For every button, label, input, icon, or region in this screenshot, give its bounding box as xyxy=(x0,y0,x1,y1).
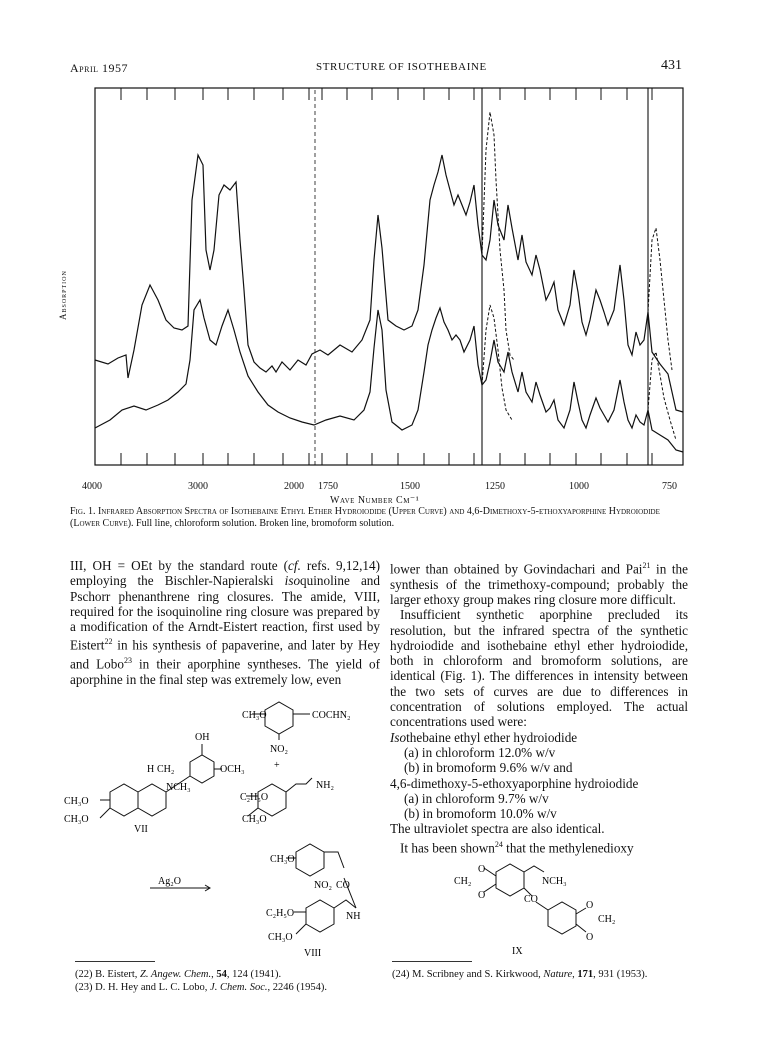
text-run: (24) M. Scribney and S. Kirkwood, xyxy=(392,969,544,980)
text-run: , 2246 (1954). xyxy=(267,982,327,993)
uv-statement: The ultraviolet spectra are also identical. xyxy=(390,821,605,837)
right-paragraph-2: Insufficient synthetic aporphine precluded its resolution, but the infrared spectra of the synthetic hydroiodide and isothebaine ethyl ether hydroiodide, both in chloroform and bromoform solutions, are identical (Fig. 1). The differences in intensity between the two sets of curves are due to differences in concentration of solutions employed. The actual concentrations used were: xyxy=(390,607,688,730)
citation-ref: 23 xyxy=(123,656,132,666)
compound-label-VII: VII xyxy=(134,824,148,835)
text-run: in their aporphine syntheses. The yield of aporphine in the final step was extremely low, even xyxy=(70,656,380,687)
text-run: (23) D. H. Hey and L. C. Lobo, xyxy=(75,982,211,993)
chem-reagent: Ag₂O xyxy=(158,876,181,887)
chem-no2-VIII: NO₂ xyxy=(314,880,332,891)
list-item: (a) in chloroform 12.0% w/v xyxy=(404,744,556,760)
chem-no2-diazo: NO₂ xyxy=(270,744,288,755)
text-run: quinoline and Pschorr phenanthrene ring closures. The amide, VIII, required for the isoquinoline ring closure was prepared by a modification of the Arndt-Eistert reaction, first used by Eistert xyxy=(70,573,380,653)
chem-h: H xyxy=(147,764,155,775)
right-paragraph-4 xyxy=(390,837,688,856)
x-tick-label-1250: 1250 xyxy=(485,481,505,492)
text-run: III, OH = OEt by the standard route ( xyxy=(70,558,289,573)
text-run: , 931 (1953). xyxy=(593,969,648,980)
chem-och3: OCH₃ xyxy=(220,764,245,775)
chem-nh-VIII: NH xyxy=(346,911,361,922)
chem-ch2-IX-2: CH₂ xyxy=(598,914,616,925)
footnote-rule-left xyxy=(75,961,155,962)
benzene-ring-VII-c xyxy=(190,755,214,783)
chem-ch3o-VII-1: CH₃O xyxy=(64,796,89,807)
list-title-isothebaine xyxy=(390,730,688,745)
compound-label-IX: IX xyxy=(512,946,523,957)
lower-curve-chloroform xyxy=(95,300,683,452)
text-run: thebaine ethyl ether hydroiodide xyxy=(406,729,578,745)
chem-o-IX-1: O xyxy=(478,864,486,875)
caption-label: Fig. 1. xyxy=(70,506,96,517)
chem-co-IX: CO xyxy=(524,894,538,905)
chem-c2h5o-VIII: C₂H₅O xyxy=(266,908,295,919)
volume: 171 xyxy=(577,969,594,980)
list-item: (b) in bromoform 9.6% w/v and xyxy=(404,760,573,776)
x-tick-label-1750: 1750 xyxy=(318,481,338,492)
x-axis-label: Wave Number Cm⁻¹ xyxy=(330,495,420,506)
text-run-italic: cf. xyxy=(288,558,301,573)
text-run: (22) B. Eistert, xyxy=(75,969,141,980)
chem-ch2-IX-1: CH₂ xyxy=(454,876,472,887)
journal-name: Nature xyxy=(543,969,573,980)
chem-ch3o-VII-2: CH₃O xyxy=(64,814,89,825)
ir-spectrum-figure xyxy=(0,0,759,500)
benzene-ring-diazoketone xyxy=(265,702,293,734)
x-tick-label-750: 750 xyxy=(662,481,677,492)
chem-plus: + xyxy=(274,760,280,771)
volume: 54 xyxy=(216,969,227,980)
figure-caption xyxy=(70,506,690,530)
list-title-aporphine: 4,6-dimethoxy-5-ethoxyaporphine hydroiodide xyxy=(390,775,639,791)
benzene-ring-VIII-b xyxy=(306,900,334,932)
chemical-scheme xyxy=(60,700,380,965)
footnote-23 xyxy=(75,981,385,994)
citation-ref: 24 xyxy=(494,839,503,849)
text-run: lower than obtained by Govindachari and Pai xyxy=(390,561,643,577)
benzene-ring-IX-b xyxy=(548,902,576,934)
right-column-text xyxy=(390,558,688,855)
footnotes-right xyxy=(392,968,692,981)
citation-ref: 21 xyxy=(642,561,651,570)
benzene-ring-VII-a xyxy=(110,784,138,816)
tick-marks xyxy=(121,88,652,465)
chem-nh2: NH₂ xyxy=(316,780,334,791)
text-run: that the methylenedioxy xyxy=(502,840,634,856)
compound-label-VIII: VIII xyxy=(304,948,322,959)
text-run-italic: iso xyxy=(284,573,301,589)
list-item: (a) in chloroform 9.7% w/v xyxy=(404,790,549,806)
chemical-structure-IX xyxy=(450,862,620,960)
caption-title: Infrared Absorption Spectra of Isothebaine Ethyl Ether Hydroiodide (Upper Curve) and 4,6-Dimethoxy-5-ethoxyaporphine Hydroiodide (Lower Curve). xyxy=(70,506,660,529)
text-run: in the synthesis of the trimethoxy-compound; probably the larger ethoxy group makes ring closure more difficult. xyxy=(390,561,688,607)
x-tick-label-3000: 3000 xyxy=(188,481,208,492)
x-tick-label-1500: 1500 xyxy=(400,481,420,492)
chem-nch3: NCH₃ xyxy=(166,782,191,793)
x-tick-label-2000: 2000 xyxy=(284,481,304,492)
footnote-22: (22) B. Eistert, Z. Angew. Chem., 54, 124 (1941). xyxy=(75,969,282,980)
citation-ref: 22 xyxy=(104,637,113,647)
chem-ch3o-VIII-bottom: CH₃O xyxy=(268,932,293,943)
lower-curve-bromoform-segment xyxy=(482,305,512,420)
list-item: (b) in bromoform 10.0% w/v xyxy=(404,806,557,822)
left-paragraph xyxy=(70,558,380,687)
running-header-title: STRUCTURE OF ISOTHEBAINE xyxy=(316,61,487,73)
benzene-ring-IX-a xyxy=(496,864,524,896)
chem-ch3o-amine: CH₃O xyxy=(242,814,267,825)
chem-ch2: CH₂ xyxy=(157,764,175,775)
text-run: in his synthesis of papaverine, and later by Hey and Lobo xyxy=(70,637,380,672)
upper-curve-chloroform xyxy=(95,155,683,412)
text-run: refs. 9,12,14) employing the Bischler-Napieralski xyxy=(70,558,380,589)
chem-nch3-IX: NCH₃ xyxy=(542,876,567,887)
journal-name: Z. Angew. Chem. xyxy=(140,969,212,980)
footnote-24: (24) M. Scribney and S. Kirkwood, Nature, 171, 931 (1953). xyxy=(392,969,648,980)
text-run: It has been shown xyxy=(400,840,495,856)
right-paragraph-1 xyxy=(390,558,688,607)
benzene-ring-VIII-a xyxy=(296,844,324,876)
footnote-rule-right xyxy=(392,961,472,962)
journal-name: J. Chem. Soc. xyxy=(210,982,268,993)
ring-VII-b xyxy=(138,784,166,816)
chem-o-IX-3: O xyxy=(586,900,594,911)
chem-cochn2: COCHN₂ xyxy=(312,710,351,721)
chem-o-IX-4: O xyxy=(586,932,594,943)
chem-c2h5o-amine: C₂H₅O xyxy=(240,792,269,803)
running-header-date: April 1957 xyxy=(70,61,129,75)
caption-note: Full line, chloroform solution. Broken line, bromoform solution. xyxy=(136,518,395,529)
y-axis-label: Absorption xyxy=(58,270,68,320)
chem-ch3o-VIII-top: CH₃O xyxy=(270,854,295,865)
x-tick-label-1000: 1000 xyxy=(569,481,589,492)
chem-o-IX-2: O xyxy=(478,890,486,901)
footnotes-left xyxy=(75,968,385,994)
x-tick-label-4000: 4000 xyxy=(82,481,102,492)
text-run: , 124 (1941). xyxy=(226,969,282,980)
chem-ch3o-diazo: CH₃O xyxy=(242,710,267,721)
page-number: 431 xyxy=(661,58,682,73)
chem-co-VIII: CO xyxy=(336,880,350,891)
text-run-italic: Iso xyxy=(390,729,407,745)
chem-oh: OH xyxy=(195,732,210,743)
left-column-text xyxy=(70,558,380,687)
